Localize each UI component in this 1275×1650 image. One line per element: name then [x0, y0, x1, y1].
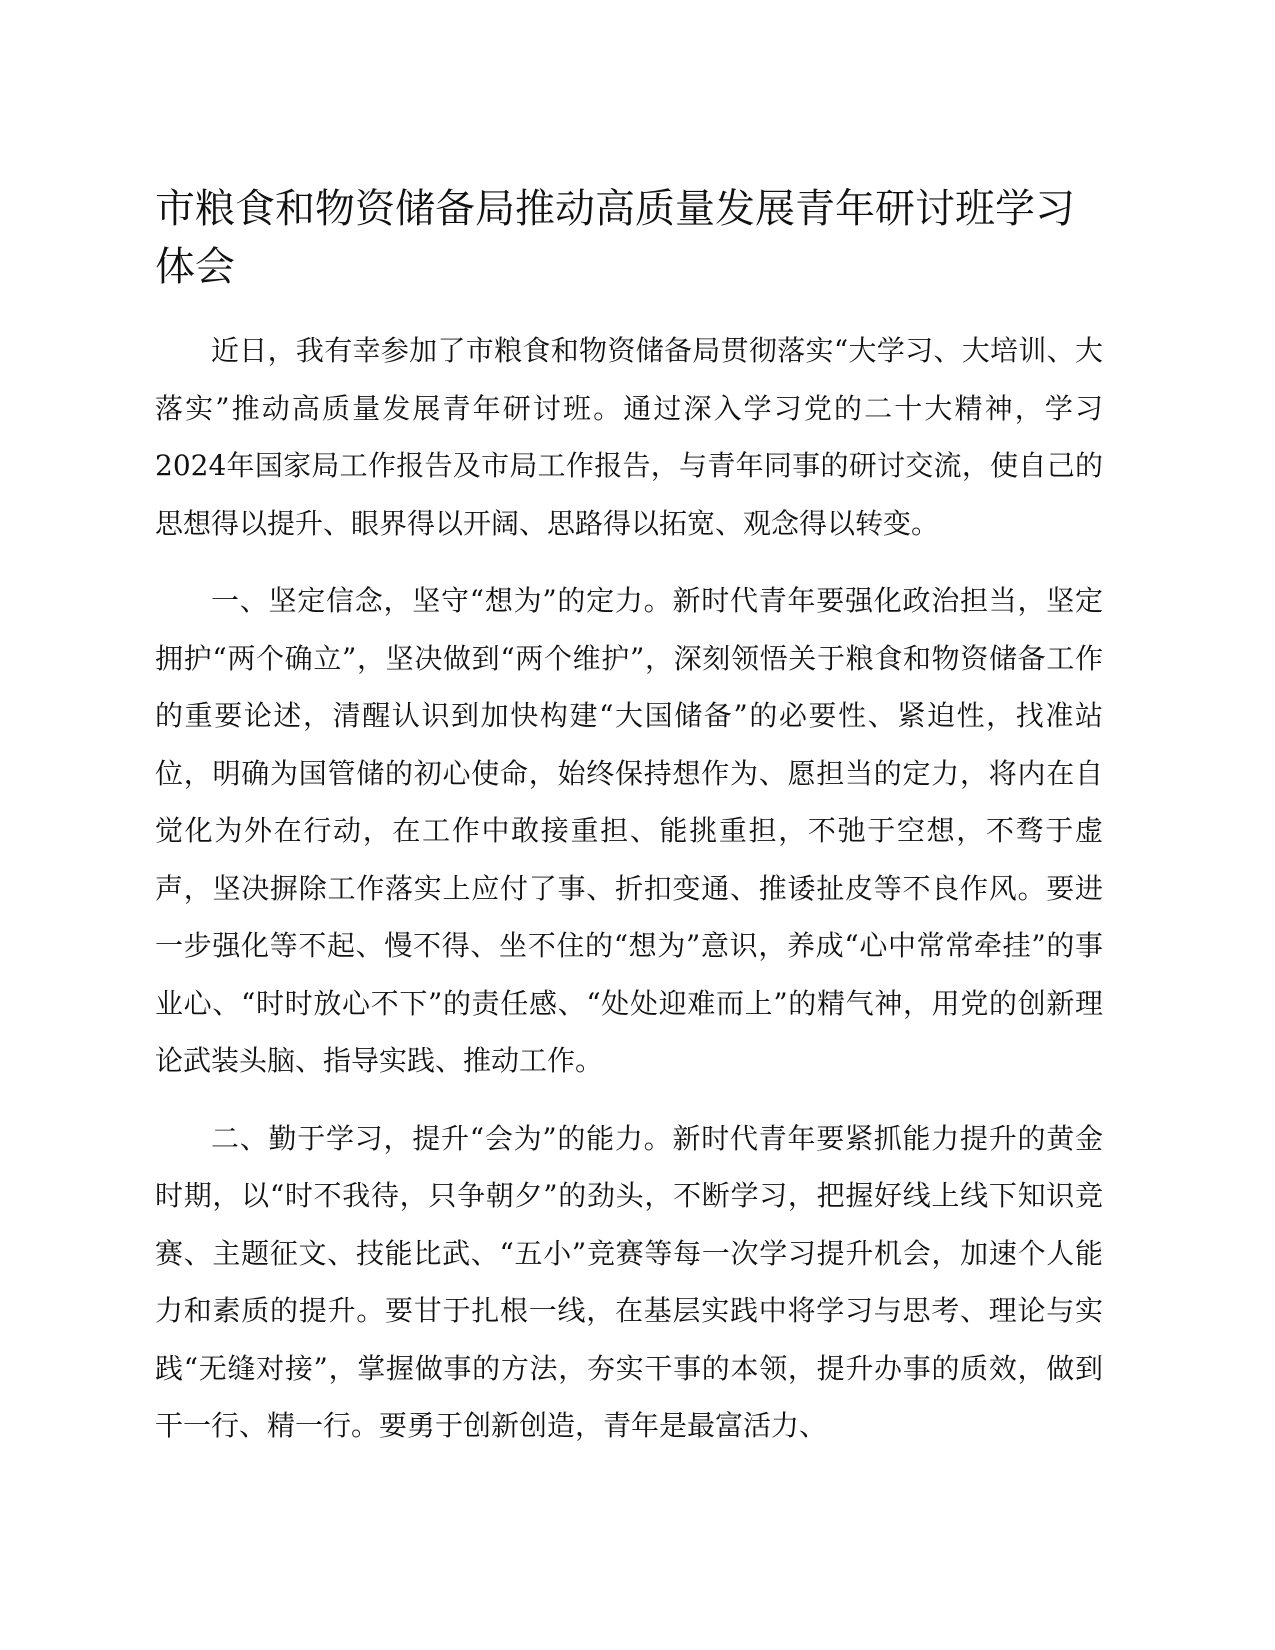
- paragraph-section-one: 一、坚定信念，坚守“想为”的定力。新时代青年要强化政治担当，坚定拥护“两个确立”，坚决做到“两个维护”，深刻领悟关于粮食和物资储备工作的重要论述，清醒认识到加快构建“大国储备”的必要性、紧迫性，找准站位，明确为国管储的初心使命，始终保持想作为、愿担当的定力，将内在自觉化为外在行动，在工作中敢接重担、能挑重担，不弛于空想，不骛于虚声，坚决摒除工作落实上应付了事、折扣变通、推诿扯皮等不良作风。要进一步强化等不起、慢不得、坐不住的“想为”意识，养成“心中常常牵挂”的事业心、“时时放心不下”的责任感、“处处迎难而上”的精气神，用党的创新理论武装头脑、指导实践、推动工作。: [155, 584, 1103, 1077]
- document-title: 市粮食和物资储备局推动高质量发展青年研讨班学习体会: [155, 186, 1075, 290]
- paragraph-section-two: 二、勤于学习，提升“会为”的能力。新时代青年要紧抓能力提升的黄金时期，以“时不我待，只争朝夕”的劲头，不断学习，把握好线上线下知识竞赛、主题征文、技能比武、“五小”竞赛等每一次学习提升机会，加速个人能力和素质的提升。要甘于扎根一线，在基层实践中将学习与思考、理论与实践“无缝对接”，掌握做事的方法，夯实干事的本领，提升办事的质效，做到干一行、精一行。要勇于创新创造，青年是最富活力、: [155, 1121, 1103, 1442]
- paragraph-intro: 近日，我有幸参加了市粮食和物资储备局贯彻落实“大学习、大培训、大落实”推动高质量发展青年研讨班。通过深入学习党的二十大精神，学习2024年国家局工作报告及市局工作报告，与青年同事的研讨交流，使自己的思想得以提升、眼界得以开阔、思路得以拓宽、观念得以转变。: [155, 334, 1103, 540]
- document-body: [155, 322, 1103, 1475]
